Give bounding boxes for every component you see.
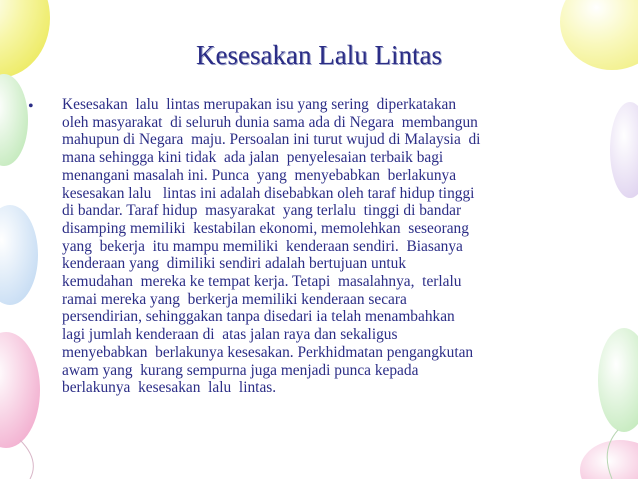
- balloon-blue-left: [0, 205, 38, 305]
- balloon-pink-bottom-left: [0, 332, 40, 448]
- paragraph-line: kenderaan yang dimiliki sendiri adalah bertujuan untuk: [62, 255, 407, 273]
- paragraph-line: lagi jumlah kenderaan di atas jalan raya dan sekaligus: [62, 326, 398, 344]
- paragraph-line: menangani masalah ini. Punca yang menyebabkan berlakunya: [62, 166, 457, 184]
- paragraph-line: menyebabkan berlakunya kesesakan. Perkhidmatan pengangkutan: [62, 343, 474, 361]
- paragraph-line: mahupun di Negara maju. Persoalan ini turut wujud di Malaysia di: [62, 131, 481, 149]
- bullet-marker: •: [28, 98, 34, 115]
- paragraph-line: mana sehingga kini tidak ada jalan penyelesaian terbaik bagi: [62, 149, 444, 167]
- slide-title: Kesesakan Lalu Lintas: [196, 40, 442, 70]
- paragraph-line: disamping memiliki kestabilan ekonomi, memolehkan seseorang: [62, 219, 469, 237]
- body-paragraph: [62, 96, 608, 397]
- balloon-green-left: [0, 74, 28, 166]
- paragraph-line: di bandar. Taraf hidup masyarakat yang terlalu tinggi di bandar: [62, 202, 462, 220]
- paragraph-line: persendirian, sehinggakan tanpa disedari ia telah menambahkan: [62, 308, 455, 326]
- paragraph-line: awam yang kurang sempurna juga menjadi punca kepada: [62, 361, 419, 379]
- paragraph-line: Kesesakan lalu lintas merupakan isu yang sering diperkatakan: [62, 96, 457, 113]
- paragraph-line: ramai mereka yang berkerja memiliki kenderaan secara: [62, 290, 407, 308]
- paragraph-line: oleh masyarakat di seluruh dunia sama ada di Negara membangun: [62, 113, 478, 131]
- paragraph-line: kemudahan mereka ke tempat kerja. Tetapi masalahnya, terlalu: [62, 273, 462, 291]
- paragraph-line: kesesakan lalu lintas ini adalah disebabkan oleh taraf hidup tinggi: [62, 184, 475, 202]
- balloon-lavender-right: [610, 102, 638, 198]
- paragraph-line: yang bekerja itu mampu memiliki kenderaan sendiri. Biasanya: [62, 237, 463, 255]
- balloon-string: [20, 440, 33, 479]
- paragraph-line: berlakunya kesesakan lalu lintas.: [62, 379, 277, 397]
